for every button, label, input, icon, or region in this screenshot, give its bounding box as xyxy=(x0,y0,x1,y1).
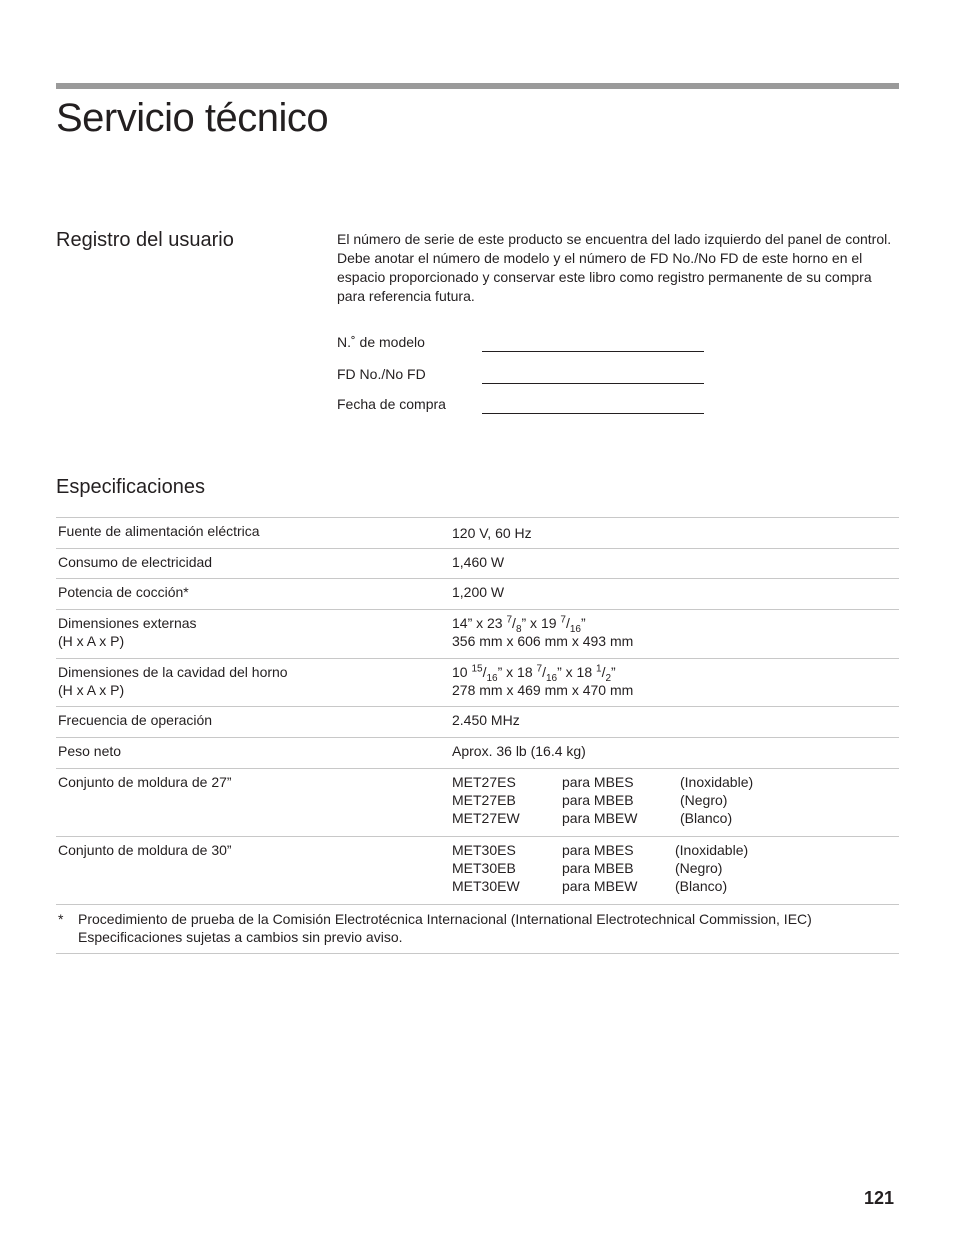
spec-label: Conjunto de moldura de 27” xyxy=(58,774,232,790)
especificaciones-heading: Especificaciones xyxy=(56,476,205,498)
table-row xyxy=(56,579,899,610)
table-row xyxy=(56,549,899,579)
spec-label: Potencia de cocción* xyxy=(58,584,189,600)
field-modelo-line[interactable] xyxy=(482,351,704,352)
field-modelo xyxy=(337,332,707,354)
table-row xyxy=(56,518,899,549)
registro-heading: Registro del usuario xyxy=(56,229,234,251)
spec-label: Conjunto de moldura de 30” xyxy=(58,842,232,858)
footnote-line: Especificaciones sujetas a cambios sin previo aviso. xyxy=(78,929,403,945)
spec-label: Consumo de electricidad xyxy=(58,554,213,570)
footnote-row xyxy=(56,905,899,954)
page-title: Servicio técnico xyxy=(56,96,329,140)
spec-value: 1,460 W xyxy=(452,554,505,570)
field-fd-line[interactable] xyxy=(482,383,704,384)
spec-value-inches: 10 $^{15}/_{16}$” x 18 $^7/_{16}$” x 18 $^1/_2$” xyxy=(452,663,616,684)
spec-label: Peso neto xyxy=(58,743,122,759)
field-modelo-label: N.˚ de modelo xyxy=(337,334,425,350)
spec-label: Dimensiones externas xyxy=(58,615,197,631)
spec-value: 2.450 MHz xyxy=(452,712,520,728)
spec-value: 120 V, 60 Hz xyxy=(452,525,532,541)
spec-value-inches: 14” x 23 $^7/_8$” x 19 $^7/_{16}$” xyxy=(452,614,586,635)
page-number: 121 xyxy=(863,1188,894,1208)
trim-line: MET30ES para MBES (Inoxidable) xyxy=(452,842,749,858)
table-row xyxy=(56,837,899,905)
spec-label: Frecuencia de operación xyxy=(58,712,213,728)
field-fecha-line[interactable] xyxy=(482,413,704,414)
spec-value: 1,200 W xyxy=(452,584,505,600)
spec-table xyxy=(56,517,899,954)
registro-intro: El número de serie de este producto se encuentra del lado izquierdo del panel de control. Debe anotar el número de modelo y el número de FD No./No FD de este horno en el espacio proporcionado y conservar este libro como registro permanente de su compra para referencia futura. xyxy=(337,231,892,304)
trim-line: MET27EW para MBEW (Blanco) xyxy=(452,810,733,826)
spec-label: Dimensiones de la cavidad del horno xyxy=(58,664,288,680)
spec-value-metric: 278 mm x 469 mm x 470 mm xyxy=(452,682,634,698)
table-row xyxy=(56,738,899,769)
table-row xyxy=(56,610,899,659)
spec-label-dims: (H x A x P) xyxy=(58,633,125,649)
field-fecha xyxy=(337,394,707,416)
top-rule xyxy=(56,83,899,89)
table-row xyxy=(56,769,899,837)
trim-line: MET27ES para MBES (Inoxidable) xyxy=(452,774,754,790)
spec-value-metric: 356 mm x 606 mm x 493 mm xyxy=(452,633,634,649)
field-fecha-label: Fecha de compra xyxy=(337,396,446,412)
trim-line: MET30EB para MBEB (Negro) xyxy=(452,860,723,876)
footnote xyxy=(56,905,899,953)
table-row xyxy=(56,707,899,738)
footnote-mark: * xyxy=(58,911,64,927)
spec-label: Fuente de alimentación eléctrica xyxy=(58,523,260,539)
field-fd xyxy=(337,364,707,386)
field-fd-label: FD No./No FD xyxy=(337,366,426,382)
spec-label-dims: (H x A x P) xyxy=(58,682,125,698)
trim-line: MET30EW para MBEW (Blanco) xyxy=(452,878,728,894)
trim-line: MET27EB para MBEB (Negro) xyxy=(452,792,728,808)
table-row xyxy=(56,659,899,707)
spec-value: Aprox. 36 lb (16.4 kg) xyxy=(452,743,586,759)
footnote-line: Procedimiento de prueba de la Comisión Electrotécnica Internacional (International Electrotechnical Commission, IEC) xyxy=(78,911,812,927)
